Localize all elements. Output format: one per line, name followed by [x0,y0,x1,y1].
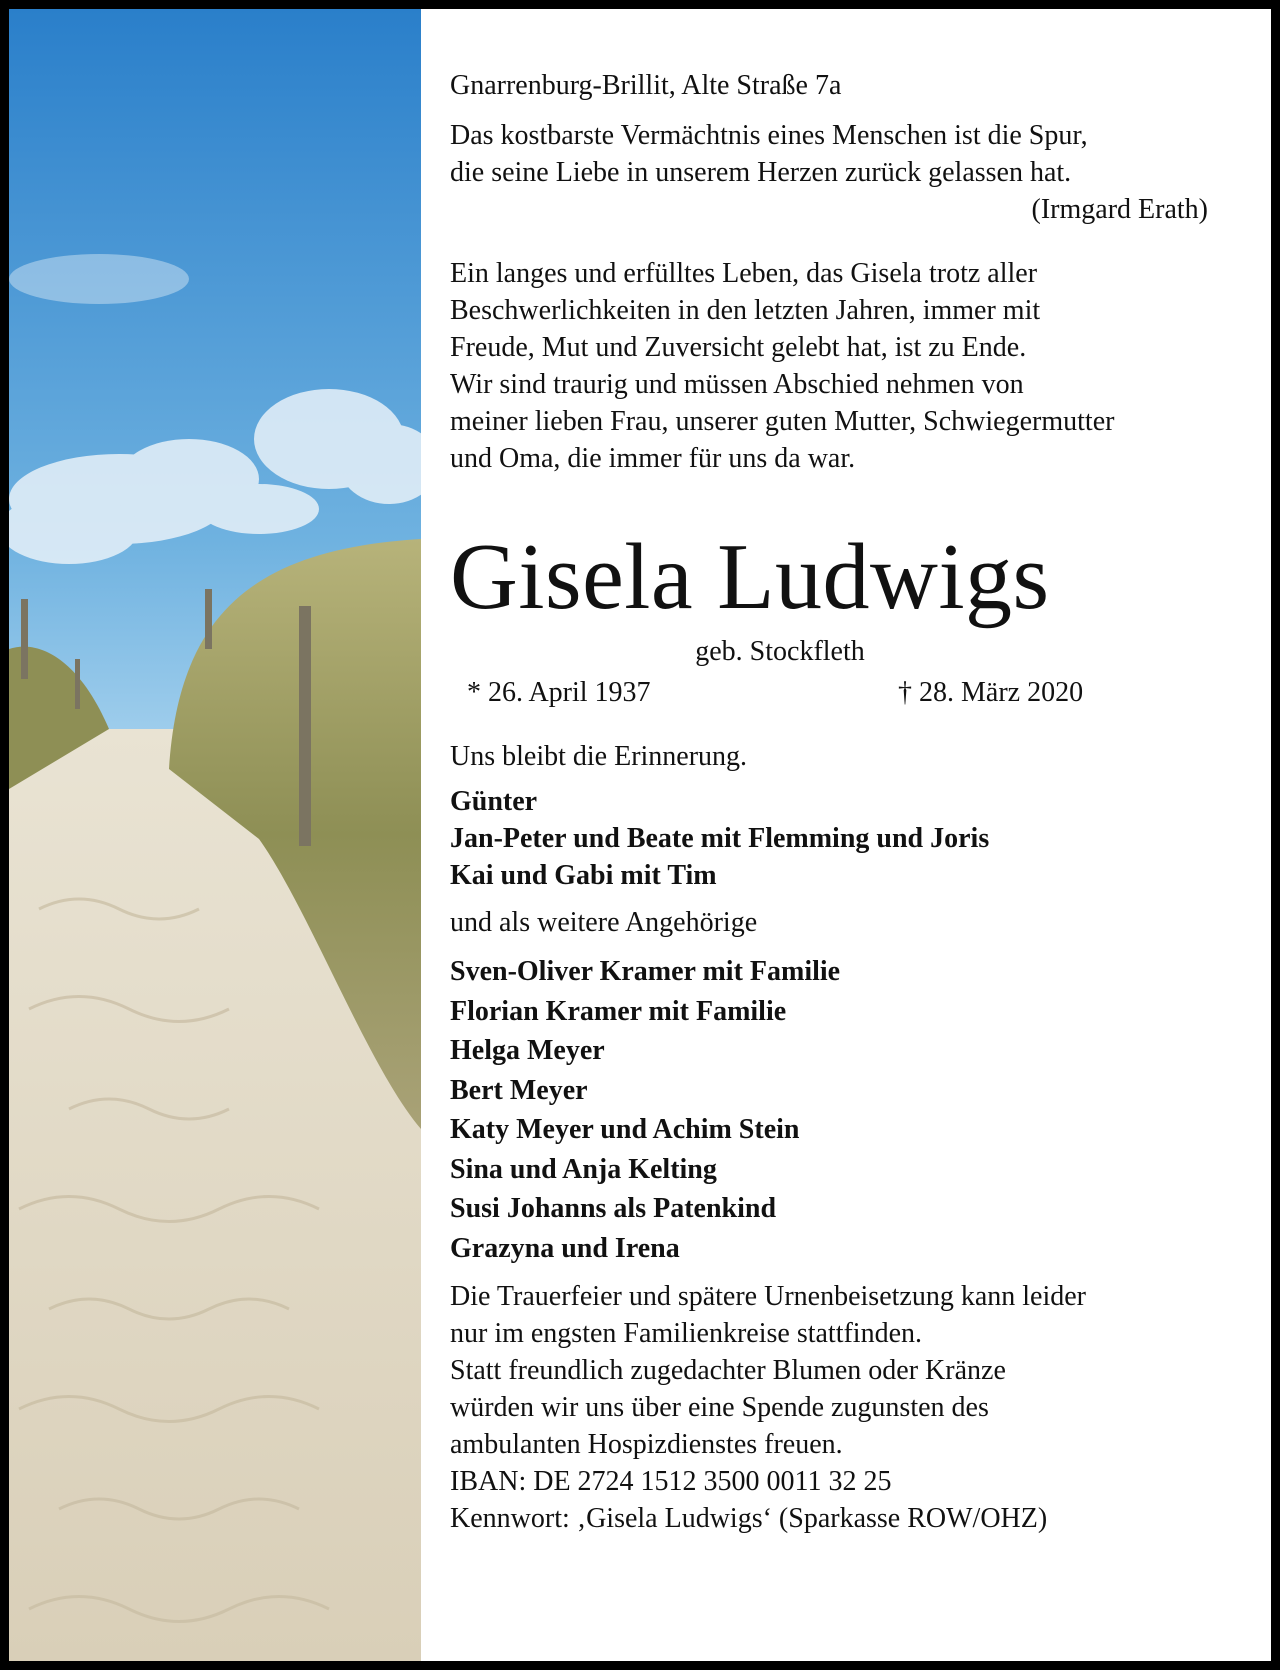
relative: Grazyna und Irena [450,1232,680,1264]
death-date: † 28. März 2020 [898,677,1084,708]
relative: Susi Johanns als Patenkind [450,1193,777,1224]
quote-line: Das kostbarste Vermächtnis eines Menschen ist die Spur, [450,120,1088,151]
notice-line: Die Trauerfeier und spätere Urnenbeisetzung kann leider [450,1281,1086,1312]
intro-line: Ein langes und erfülltes Leben, das Gisela trotz aller [450,258,1038,289]
birth-date: * 26. April 1937 [467,677,651,708]
family-member: Kai und Gabi mit Tim [450,860,717,891]
further-relatives-label: und als weitere Angehörige [450,907,758,938]
notice-line: ambulanten Hospizdienstes freuen. [450,1429,843,1460]
relative: Helga Meyer [450,1035,605,1066]
family-further [450,952,1250,1268]
life-dates [450,670,1250,714]
obituary-text [450,67,1250,1537]
quote-line: die seine Liebe in unserem Herzen zurück gelassen hat. [450,157,1072,188]
deceased-name: Gisela Ludwigs [450,525,1050,629]
family-member: Günter [450,786,538,817]
relative: Florian Kramer mit Familie [450,995,787,1027]
relative: Sven-Oliver Kramer mit Familie [450,956,841,987]
keyword-line: Kennwort: ‚Gisela Ludwigs‘ (Sparkasse ROW/OHZ) [450,1503,1048,1534]
intro-line: Wir sind traurig und müssen Abschied nehmen von [450,369,1024,400]
notice-line: nur im engsten Familienkreise stattfinden. [450,1318,923,1349]
notice-line: Statt freundlich zugedachter Blumen oder Kränze [450,1355,1006,1386]
family-primary [450,783,1250,894]
address: Gnarrenburg-Brillit, Alte Straße 7a [450,70,842,101]
intro-line: meiner lieben Frau, unserer guten Mutter, Schwiegermutter [450,406,1115,437]
family-member: Jan-Peter und Beate mit Flemming und Joris [450,823,990,854]
quote-author: (Irmgard Erath) [1031,194,1208,225]
memory-line: Uns bleibt die Erinnerung. [450,741,748,772]
dune-path-photo [9,9,421,1661]
intro-line: und Oma, die immer für uns da war. [450,443,856,474]
maiden-name: geb. Stockfleth [695,636,865,667]
relative: Sina und Anja Kelting [450,1153,717,1185]
relative: Bert Meyer [450,1074,588,1106]
relative: Katy Meyer und Achim Stein [450,1114,800,1145]
intro-line: Freude, Mut und Zuversicht gelebt hat, ist zu Ende. [450,332,1027,363]
intro-line: Beschwerlichkeiten in den letzten Jahren, immer mit [450,295,1041,326]
iban-line: IBAN: DE 2724 1512 3500 0011 32 25 [450,1466,892,1497]
notice-line: würden wir uns über eine Spende zugunsten des [450,1392,989,1423]
